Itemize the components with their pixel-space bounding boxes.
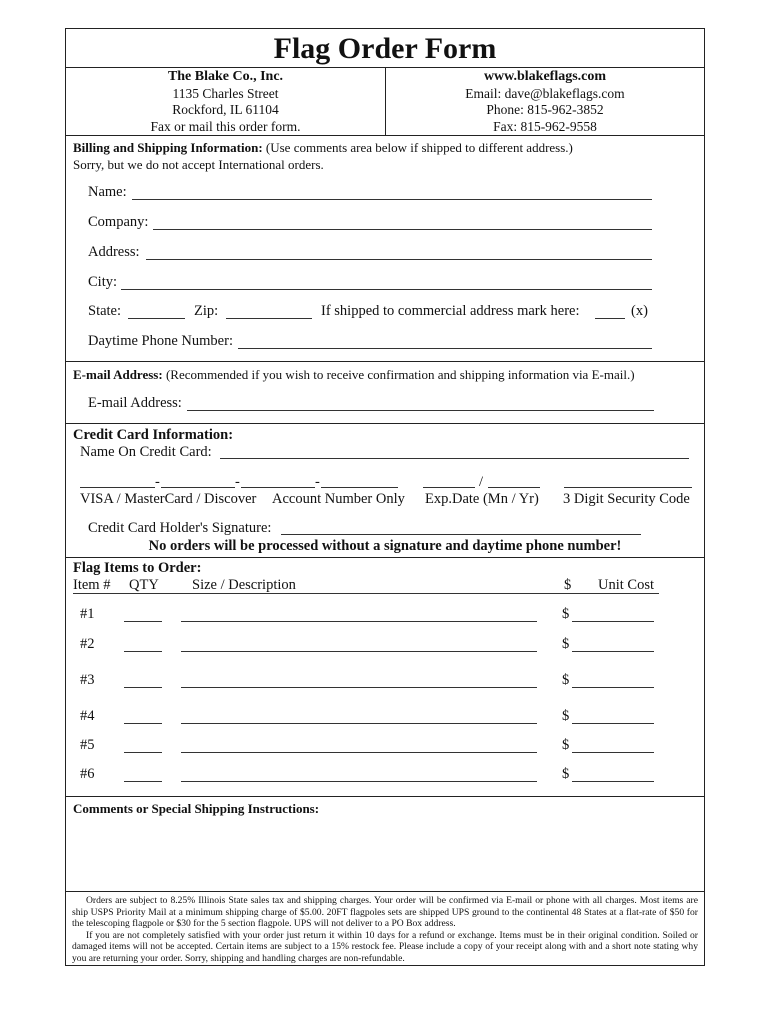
item-number: #6 (80, 766, 95, 782)
state-label: State: (88, 303, 122, 319)
dash: - (235, 474, 240, 490)
company-name: The Blake Co., Inc. (167, 69, 284, 84)
divider (66, 423, 704, 424)
item-number: #4 (80, 708, 95, 724)
qty-field[interactable] (124, 723, 162, 724)
page-title: Flag Order Form (273, 32, 497, 65)
qty-field[interactable] (124, 781, 162, 782)
comments-area[interactable] (68, 819, 702, 887)
col-qty: QTY (129, 577, 159, 593)
col-dollar: $ (564, 577, 572, 593)
address-field[interactable] (146, 259, 652, 260)
col-item: Item # (73, 577, 111, 593)
account-number-label: Account Number Only (272, 491, 405, 507)
items-heading: Flag Items to Order: (73, 560, 202, 576)
card-number-part-3[interactable] (241, 487, 315, 488)
credit-card-heading: Credit Card Information: (73, 427, 234, 443)
exp-year-field[interactable] (488, 487, 540, 488)
divider (66, 796, 704, 797)
contact-phone: Phone: 815-962-3852 (486, 102, 604, 117)
email-note: (Recommended if you wish to receive confirmation and shipping information via E-mail.) (162, 367, 635, 382)
website: www.blakeflags.com (483, 69, 607, 84)
qty-field[interactable] (124, 752, 162, 753)
item-number: #3 (80, 672, 95, 688)
divider (66, 557, 704, 558)
security-code-label: 3 Digit Security Code (563, 491, 690, 507)
qty-field[interactable] (124, 687, 162, 688)
terms-paragraph-1: Orders are subject to 8.25% Illinois State sales tax and shipping charges. Your order will be confirmed via E-mail or phone with all charges. Most items are ship USPS Priority Mail at a minimum shipping charge of $5.00. 20FT flagpoles sets are shipped UPS ground to the continental 48 States at a flat-rate of $50 for the telescoping flagpole or $30 for the 5 section flagpole. UPS will not deliver to a PO Box address. (72, 895, 698, 930)
city-field[interactable] (121, 289, 652, 290)
card-number-part-4[interactable] (321, 487, 398, 488)
dollar-sign: $ (562, 606, 570, 622)
description-field[interactable] (181, 687, 537, 688)
description-field[interactable] (181, 781, 537, 782)
signature-warning: No orders will be processed without a signature and daytime phone number! (148, 538, 622, 554)
column-header-underline (73, 593, 659, 594)
contact-info (386, 69, 704, 135)
phone-label: Daytime Phone Number: (88, 333, 233, 349)
card-name-field[interactable] (220, 458, 689, 459)
col-size: Size / Description (192, 577, 296, 593)
qty-field[interactable] (124, 651, 162, 652)
col-unit-cost: Unit Cost (598, 577, 654, 593)
card-types-label: VISA / MasterCard / Discover (80, 491, 257, 507)
city-label: City: (88, 274, 118, 290)
card-name-label: Name On Credit Card: (80, 444, 212, 460)
company-street: 1135 Charles Street (172, 85, 279, 101)
intl-note: Sorry, but we do not accept International orders. (73, 157, 324, 172)
company-field[interactable] (153, 229, 652, 230)
exp-date-label: Exp.Date (Mn / Yr) (425, 491, 539, 507)
unit-cost-field[interactable] (572, 621, 654, 622)
dash: - (155, 474, 160, 490)
unit-cost-field[interactable] (572, 651, 654, 652)
dollar-sign: $ (562, 708, 570, 724)
dollar-sign: $ (562, 672, 570, 688)
terms-text (72, 895, 698, 965)
commercial-mark: (x) (631, 303, 648, 319)
billing-heading: Billing and Shipping Information: (73, 140, 263, 155)
unit-cost-field[interactable] (572, 687, 654, 688)
dollar-sign: $ (562, 636, 570, 652)
divider (66, 135, 704, 136)
billing-note: (Use comments area below if shipped to different address.) (262, 140, 573, 155)
exp-month-field[interactable] (423, 487, 475, 488)
divider (66, 361, 704, 362)
signature-field[interactable] (281, 534, 641, 535)
description-field[interactable] (181, 752, 537, 753)
qty-field[interactable] (124, 621, 162, 622)
commercial-mark-field[interactable] (595, 318, 625, 319)
description-field[interactable] (181, 621, 537, 622)
unit-cost-field[interactable] (572, 781, 654, 782)
terms-paragraph-2: If you are not completely satisfied with your order just return it within 10 days for a refund or exchange. Items must be in their original condition. Soiled or damaged items will not be accepted. Certain items are subject to a 15% restock fee. Please include a copy of your receipt along with and a short note stating why you are returning your order. Sorry, shipping and handling charges are non-refundable. (72, 929, 698, 964)
email-heading: E-mail Address: (73, 367, 163, 382)
contact-fax: Fax: 815-962-9558 (493, 118, 597, 134)
card-number-part-1[interactable] (80, 487, 155, 488)
zip-label: Zip: (194, 303, 219, 319)
comments-heading: Comments or Special Shipping Instructions: (73, 801, 320, 816)
item-number: #1 (80, 606, 95, 622)
card-number-part-2[interactable] (161, 487, 235, 488)
divider (66, 891, 704, 892)
dash: - (315, 474, 320, 490)
company-label: Company: (88, 214, 149, 230)
contact-email: Email: dave@blakeflags.com (465, 85, 625, 101)
company-note: Fax or mail this order form. (150, 118, 301, 134)
security-code-field[interactable] (564, 487, 692, 488)
item-number: #2 (80, 636, 95, 652)
commercial-label: If shipped to commercial address mark here: (321, 303, 580, 319)
billing-heading-line (73, 139, 573, 156)
slash: / (479, 474, 484, 490)
address-label: Address: (88, 244, 140, 260)
unit-cost-field[interactable] (572, 723, 654, 724)
phone-field[interactable] (238, 348, 652, 349)
email-label: E-mail Address: (88, 395, 182, 411)
company-city: Rockford, IL 61104 (172, 102, 279, 117)
email-heading-line (73, 366, 635, 383)
flag-order-form (65, 28, 705, 966)
email-field[interactable] (187, 410, 654, 411)
dollar-sign: $ (562, 766, 570, 782)
description-field[interactable] (181, 723, 537, 724)
unit-cost-field[interactable] (572, 752, 654, 753)
zip-field[interactable] (226, 318, 312, 319)
name-field[interactable] (132, 199, 652, 200)
company-info (66, 69, 385, 135)
dollar-sign: $ (562, 737, 570, 753)
state-field[interactable] (128, 318, 185, 319)
name-label: Name: (88, 184, 127, 200)
signature-label: Credit Card Holder's Signature: (88, 520, 272, 536)
description-field[interactable] (181, 651, 537, 652)
item-number: #5 (80, 737, 95, 753)
